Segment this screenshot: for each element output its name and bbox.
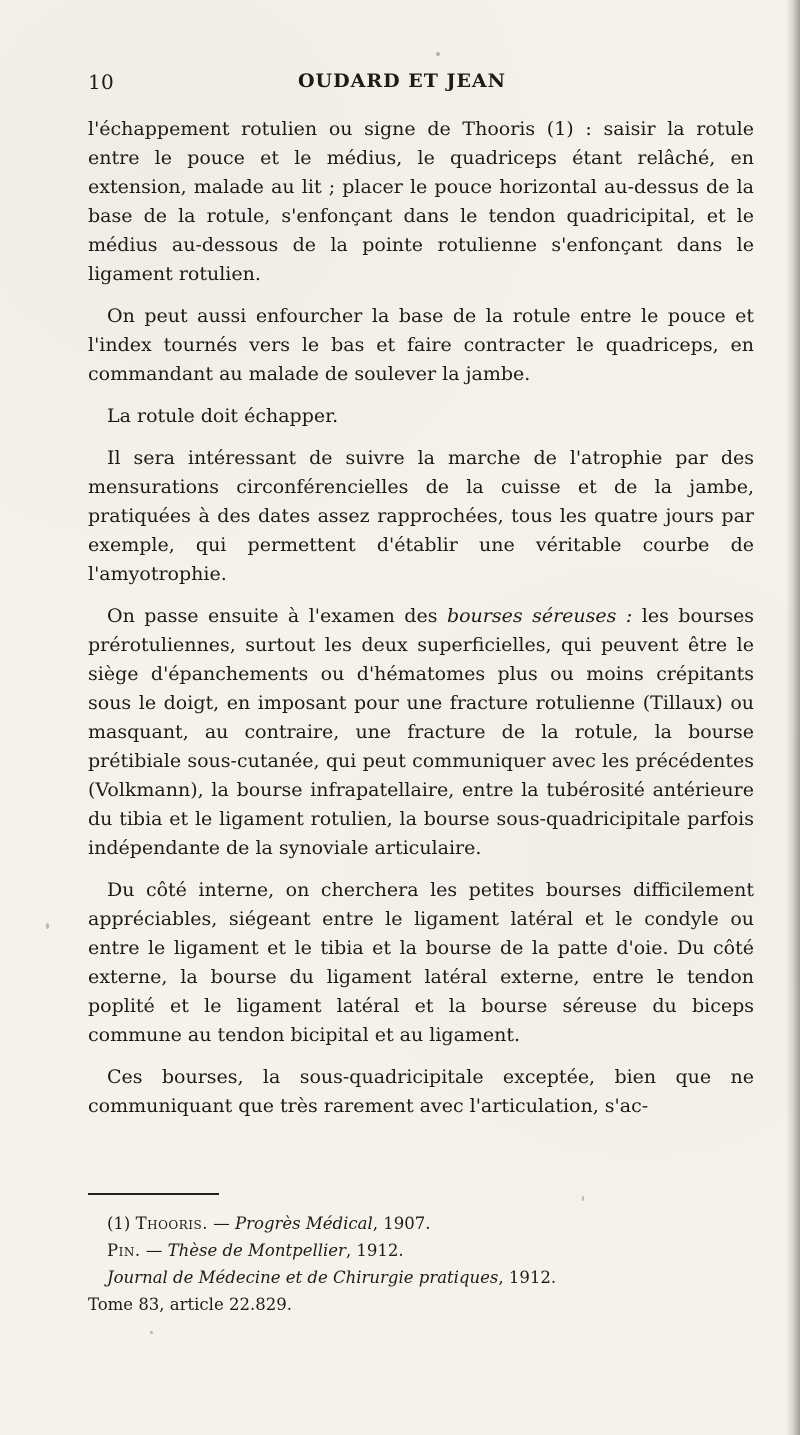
paragraph-text: Ces bourses, la sous-quadricipitale exceptée, bien que ne communiquant que très rarement avec l'articulation, s'ac- bbox=[88, 1066, 754, 1117]
footnote-line bbox=[88, 1264, 754, 1291]
footnote-tail: , 1907. bbox=[372, 1214, 431, 1233]
running-head: OUDARD ET JEAN bbox=[298, 70, 507, 92]
paragraph-text: Il sera intéressant de suivre la marche de l'atrophie par des mensurations circonférencielles de la cuisse et de la jambe, pratiquées à des dates assez rapprochées, tous les quatre jours par exemple, qui permettent d'établir une véritable courbe de l'amyotrophie. bbox=[88, 447, 754, 585]
paragraph bbox=[88, 602, 754, 863]
paragraph-text: La rotule doit échapper. bbox=[107, 405, 339, 427]
scan-speck bbox=[436, 52, 440, 56]
body-text bbox=[88, 115, 754, 1134]
footnote-rule bbox=[88, 1193, 219, 1195]
footnote-title: Progrès Médical bbox=[235, 1214, 373, 1233]
page-edge-shadow bbox=[786, 0, 800, 1435]
paragraph-text: Du côté interne, on cherchera les petites bourses difficilement appréciables, siégeant entre le ligament latéral et le condyle ou entre le ligament et le tibia et la bourse de la patte d'oie. Du côté externe, la bourse du ligament latéral externe, entre le tendon poplité et le ligament latéral et la bourse séreuse du biceps commune au tendon bicipital et au ligament. bbox=[88, 879, 754, 1046]
page-header bbox=[88, 70, 754, 98]
footnote-tail: , 1912. bbox=[498, 1268, 557, 1287]
footnote-line bbox=[88, 1291, 754, 1318]
footnotes bbox=[88, 1210, 754, 1318]
paragraph bbox=[88, 402, 754, 431]
footnote-tail: , 1912. bbox=[345, 1241, 404, 1260]
paragraph bbox=[88, 115, 754, 289]
footnote-title: Journal de Médecine et de Chirurgie pratiques bbox=[107, 1268, 499, 1287]
paragraph-text: On peut aussi enfourcher la base de la rotule entre le pouce et l'index tournés vers le bas et faire contracter le quadriceps, en commandant au malade de soulever la jambe. bbox=[88, 305, 754, 385]
footnote-separator: — bbox=[140, 1241, 168, 1260]
paragraph-text: l'échappement rotulien ou signe de Thooris (1) : saisir la rotule entre le pouce et le médius, le quadriceps étant relâché, en extension, malade au lit ; placer le pouce horizontal au-dessus de la base de la rotule, s'enfonçant dans le tendon quadricipital, et le médius au-dessous de la pointe rotulienne s'enfonçant dans le ligament rotulien. bbox=[88, 118, 754, 285]
footnote-text: Tome 83, article 22.829. bbox=[88, 1295, 292, 1314]
paragraph-text: les bourses prérotuliennes, surtout les deux superficielles, qui peuvent être le siège d'épanchements ou d'hématomes plus ou moins crépitants sous le doigt, en imposant pour une fracture rotulienne (Tillaux) ou masquant, au contraire, une fracture de la rotule, la bourse prétibiale sous-cutanée, qui peut communiquer avec les précédentes (Volkmann), la bourse infrapatellaire, entre la tubérosité antérieure du tibia et le ligament rotulien, la bourse sous-quadricipitale parfois indépendante de la synoviale articulaire. bbox=[88, 605, 755, 859]
paragraph-text: On passe ensuite à l'examen des bbox=[107, 605, 447, 627]
paragraph bbox=[88, 444, 754, 589]
italic-term: bourses séreuses : bbox=[446, 605, 633, 627]
footnote-marker: (1) bbox=[107, 1214, 136, 1233]
footnote-separator: — bbox=[208, 1214, 236, 1233]
page-number: 10 bbox=[88, 70, 115, 94]
scan-speck bbox=[46, 923, 49, 929]
footnote-line bbox=[88, 1237, 754, 1264]
footnote-title: Thèse de Montpellier bbox=[167, 1241, 346, 1260]
footnote-author: Thooris. bbox=[135, 1214, 209, 1233]
footnote-line bbox=[88, 1210, 754, 1237]
paragraph bbox=[88, 876, 754, 1050]
paragraph bbox=[88, 302, 754, 389]
scan-speck bbox=[150, 1331, 153, 1334]
scan-speck bbox=[582, 1196, 584, 1201]
footnote-author: Pin. bbox=[107, 1241, 141, 1260]
paragraph bbox=[88, 1063, 754, 1121]
